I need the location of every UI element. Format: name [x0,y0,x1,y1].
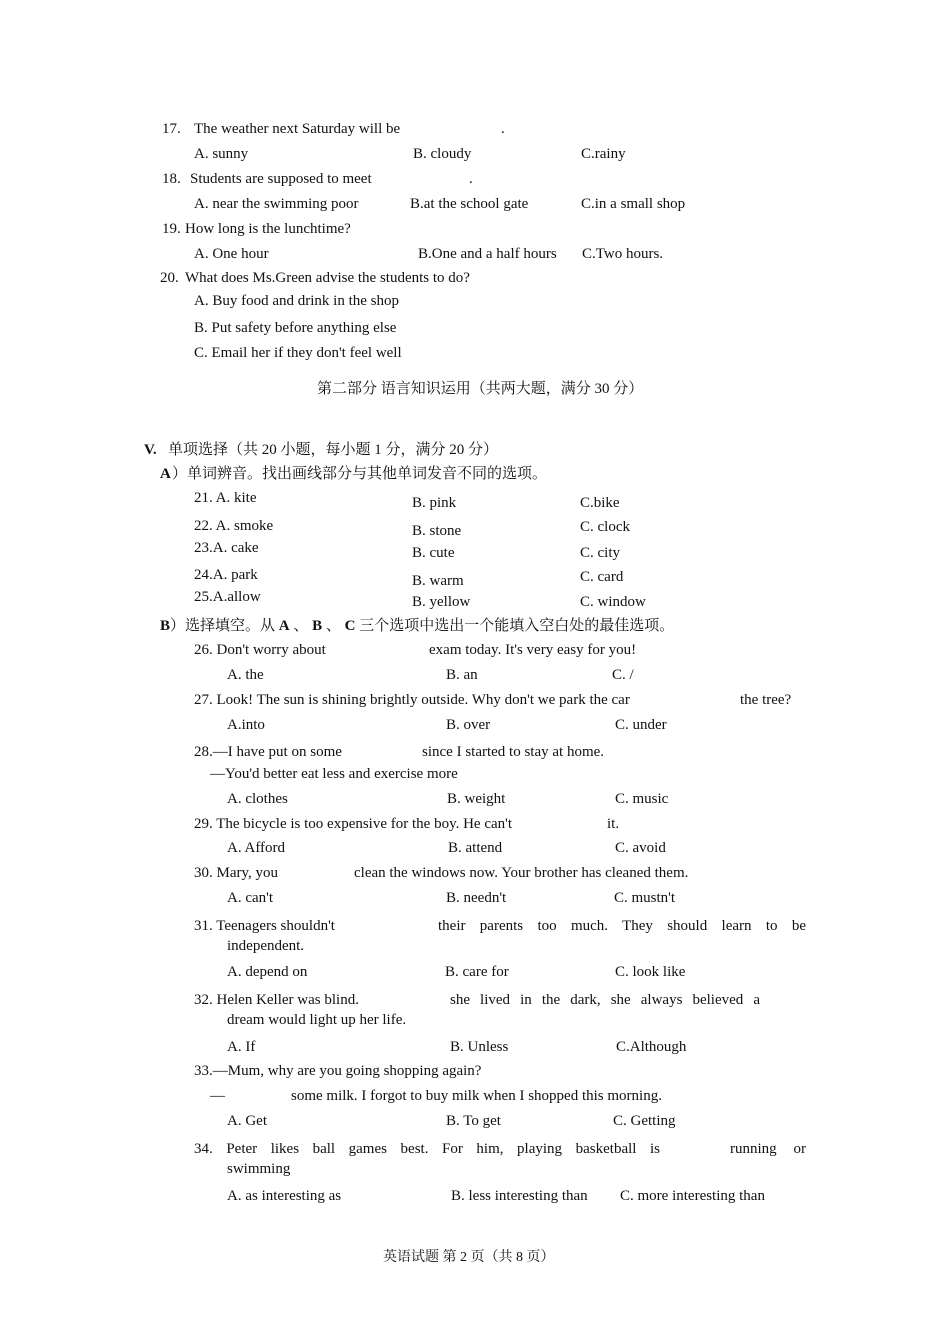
sub-instruction-post: 三个选项中选出一个能填入空白处的最佳选项。 [359,618,675,634]
option-a[interactable]: A. One hour [194,246,269,262]
option-b[interactable]: B. over [446,717,491,733]
stem-after-blank: since I started to stay at home. [422,744,605,760]
option-b[interactable]: B. care for [445,964,509,980]
stem-before-blank: 34. Peter likes ball games best. For him, playing basketball is [194,1141,660,1157]
question-stem: Students are supposed to meet [190,171,372,187]
stem-before-blank: 30. Mary, you [194,865,279,881]
option-c[interactable]: C. under [615,717,667,733]
option-a[interactable]: A. sunny [194,146,249,162]
option-c[interactable]: C. music [615,791,669,807]
option-a[interactable]: A. Buy food and drink in the shop [194,293,399,309]
question-number: 17. [162,121,181,137]
sub-letter: B [160,618,171,634]
option-c[interactable]: C. city [580,545,620,561]
option-a[interactable]: 21. A. kite [194,490,257,506]
option-b[interactable]: B. pink [412,495,457,511]
sub-b-heading [160,617,674,635]
option-a[interactable]: 24.A. park [194,567,258,583]
stem-before-blank: 31. Teenagers shouldn't [194,918,335,934]
option-a[interactable]: A. as interesting as [227,1188,342,1204]
question-number: 19. [162,221,181,237]
question-stem: How long is the lunchtime? [185,221,351,237]
option-b[interactable]: B. stone [412,523,462,539]
option-a[interactable]: A. the [227,667,264,683]
sub-instruction-pre: ）选择填空。从 [170,618,276,634]
option-a[interactable]: A.into [227,717,265,733]
option-a[interactable]: A. Get [227,1113,267,1129]
option-c[interactable]: C.rainy [581,146,626,162]
stem-continuation: dream would light up her life. [227,1012,407,1028]
option-c[interactable]: C.bike [580,495,620,511]
option-c[interactable]: C. mustn't [614,890,676,906]
option-a[interactable]: A. Afford [227,840,286,856]
question-number: 20. [160,270,179,286]
option-b[interactable]: B. needn't [446,890,507,906]
option-c[interactable]: C. clock [580,519,630,535]
dialogue-reply: —You'd better eat less and exercise more [210,766,458,782]
stem-continuation: swimming [227,1161,291,1177]
section-title: 单项选择（共 20 小题，每小题 1 分，满分 20 分） [168,442,499,458]
option-a[interactable]: 22. A. smoke [194,518,274,534]
option-b[interactable]: B. Put safety before anything else [194,320,397,336]
option-c[interactable]: C.in a small shop [581,196,686,212]
option-b[interactable]: B. To get [446,1113,501,1129]
option-a[interactable]: A. can't [227,890,274,906]
stem-before-blank: 28.—I have put on some [194,744,342,760]
option-b[interactable]: B.One and a half hours [418,246,557,262]
option-b[interactable]: B. warm [412,573,464,589]
question-stem: What does Ms.Green advise the students to do? [185,270,470,286]
option-b[interactable]: B.at the school gate [410,196,529,212]
option-letter-a: A [278,618,290,634]
option-b[interactable]: B. an [446,667,478,683]
option-b[interactable]: B. yellow [412,594,471,610]
question-stem: The weather next Saturday will be [194,121,401,137]
stem-before-blank: 29. The bicycle is too expensive for the boy. He can't [194,816,513,832]
option-c[interactable]: C. more interesting than [620,1188,765,1204]
option-a[interactable]: 25.A.allow [194,589,261,605]
option-c[interactable]: C. / [612,667,634,683]
stem-after-blank: their parents too much. They should learn to be [438,918,806,934]
option-c[interactable]: C. look like [615,964,686,980]
separator: 、 [293,618,309,634]
stem-after-blank: clean the windows now. Your brother has cleaned them. [354,865,689,881]
stem-after-blank: running or [730,1141,806,1157]
stem-period: . [469,171,473,187]
part-two-title: 第二部分 语言知识运用（共两大题，满分 30 分） [317,381,644,397]
sub-instruction: ）单词辨音。找出画线部分与其他单词发音不同的选项。 [172,466,548,482]
option-letter-b: B [312,618,323,634]
option-c[interactable]: C.Although [616,1039,687,1055]
question-number: 18. [162,171,181,187]
page-footer: 英语试题 第 2 页（共 8 页） [383,1250,555,1265]
option-b[interactable]: B. attend [448,840,503,856]
sub-letter: A [160,466,171,482]
option-c[interactable]: C. avoid [615,840,666,856]
option-c[interactable]: C. window [580,594,646,610]
option-a[interactable]: A. If [227,1039,256,1055]
option-b[interactable]: B. weight [447,791,506,807]
option-b[interactable]: B. cute [412,545,455,561]
option-c[interactable]: C. Email her if they don't feel well [194,345,402,361]
option-b[interactable]: B. less interesting than [451,1188,588,1204]
option-b[interactable]: B. Unless [450,1039,509,1055]
dialogue-dash: — [210,1088,225,1104]
option-a[interactable]: A. near the swimming poor [194,196,359,212]
stem-after-blank: some milk. I forgot to buy milk when I shopped this morning. [291,1088,662,1104]
stem-before-blank: 27. Look! The sun is shining brightly outside. Why don't we park the car [194,692,630,708]
stem-period: . [501,121,505,137]
section-number: V. [144,442,157,458]
stem-after-blank: she lived in the dark, she always believed a [450,992,760,1008]
stem-after-blank: exam today. It's very easy for you! [429,642,637,658]
option-a[interactable]: A. clothes [227,791,288,807]
question-stem: 33.—Mum, why are you going shopping again? [194,1063,482,1079]
stem-before-blank: 26. Don't worry about [194,642,326,658]
stem-before-blank: 32. Helen Keller was blind. [194,992,359,1008]
stem-after-blank: the tree? [740,692,792,708]
option-c[interactable]: C. Getting [613,1113,676,1129]
option-c[interactable]: C.Two hours. [582,246,664,262]
option-c[interactable]: C. card [580,569,624,585]
stem-continuation: independent. [227,938,305,954]
separator: 、 [325,618,341,634]
stem-after-blank: it. [607,816,620,832]
option-letter-c: C [344,618,356,634]
option-b[interactable]: B. cloudy [413,146,472,162]
option-a[interactable]: A. depend on [227,964,308,980]
option-a[interactable]: 23.A. cake [194,540,259,556]
